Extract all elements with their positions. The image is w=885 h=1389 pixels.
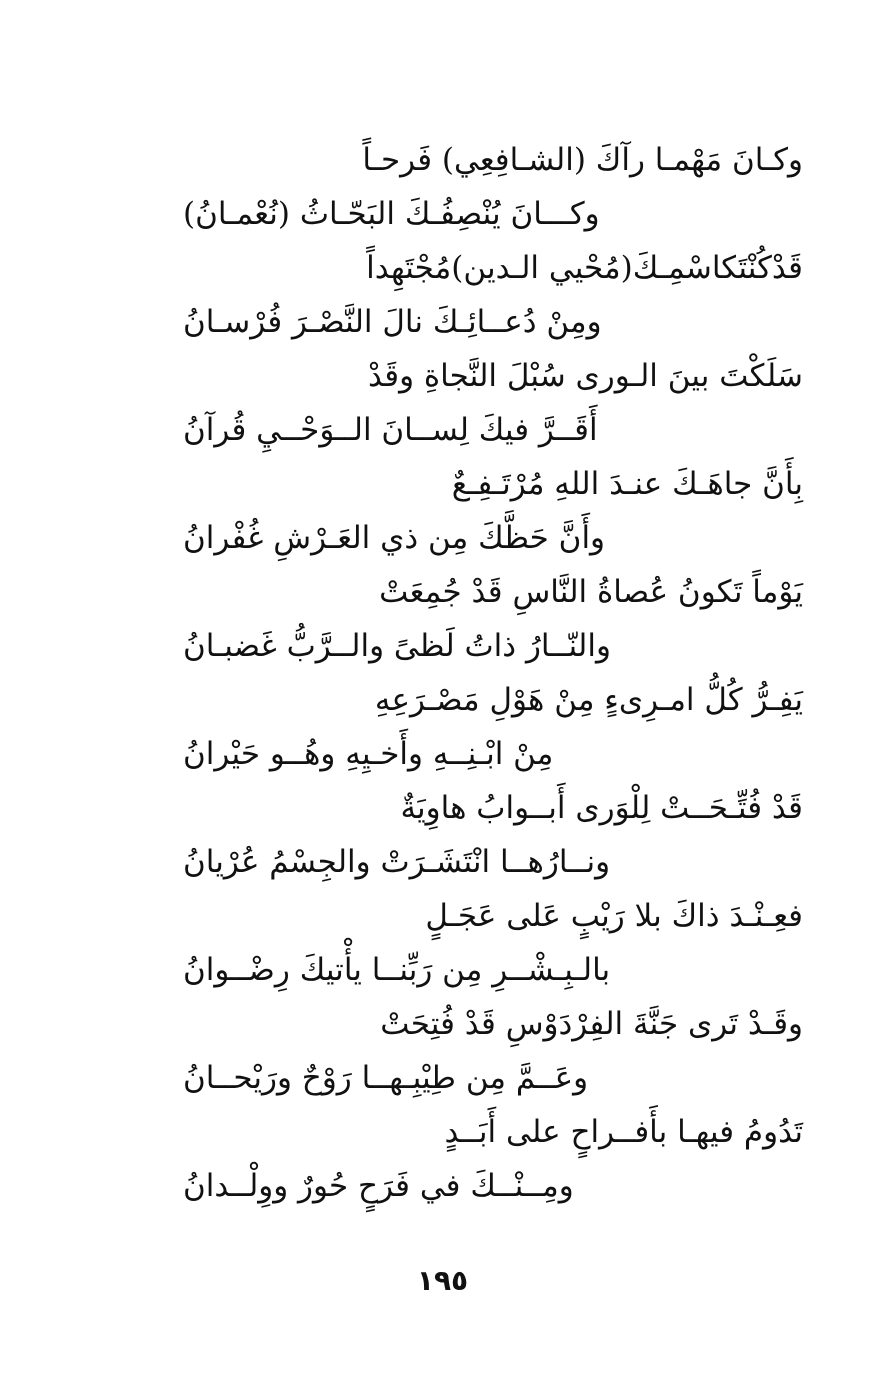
poem-line: ونــارُهــا انْتَشَـرَتْ والجِسْمُ عُرْيانُ (183, 844, 611, 880)
poem-line: يَفِـرُّ كُلُّ امـرِىءٍ مِنْ هَوْلِ مَصْـرَعِهِ (374, 682, 803, 718)
poem-line: أَقَــرَّ فيكَ لِســانَ الــوَحْــيِ قُرآنُ (183, 412, 598, 448)
page-number: ١٩٥ (416, 1264, 469, 1297)
poem-line: بِأَنَّ جاهَـكَ عنـدَ اللهِ مُرْتَـفِـعٌ (451, 466, 803, 502)
poem-line: مِنْ ابْـنِــهِ وأَخـيِهِ وهُــو حَيْرانُ (183, 736, 554, 772)
poem-line: وأَنَّ حَظَّكَ مِن ذي العَـرْشِ غُفْرانُ (183, 520, 606, 556)
poem-line: يَوْماً تَكونُ عُصاةُ النَّاسِ قَدْ جُمِعَتْ (379, 574, 803, 610)
poem-line: سَلَكْتَ بينَ الـورى سُبْلَ النَّجاةِ وقَدْ (367, 358, 803, 394)
poem-line: قَدْ فُتِّـحَــتْ لِلْوَرى أَبــوابُ هاوِيَةٌ (400, 790, 803, 826)
poem-line: تَدُومُ فيهـا بأَفــراحٍ على أَبَــدٍ (444, 1114, 803, 1150)
poem-line: قَدْكُنْتَكاسْمِـكَ(مُحْيي الـدين)مُجْتَهِداً (366, 250, 803, 286)
poem-line: بالـبِـشْــرِ مِن رَبِّنــا يأْتيكَ رِضْــوانُ (183, 952, 611, 988)
poem-line: وكـــانَ يُنْصِفُـكَ البَحّـاثُ (نُعْمـانُ) (183, 196, 600, 232)
poem-line: وعَــمَّ مِن طِيْبِـهــا رَوْحٌ ورَيْحــانُ (183, 1060, 589, 1096)
poem-line: ومِــنْــكَ في فَرَحٍ حُورٌ ووِلْــدانُ (183, 1168, 574, 1204)
poem-line: والنّــارُ ذاتُ لَظىً والــرَّبُّ غَضبـانُ (183, 628, 611, 664)
poem-line: فعِـنْـدَ ذاكَ بلا رَيْبٍ عَلى عَجَـلٍ (425, 898, 803, 934)
poem-line: وكـانَ مَهْمـا رآكَ (الشـافِعِي) فَرحـاً (362, 142, 803, 178)
poem-line: وقَـدْ تَرى جَنَّةَ الفِرْدَوْسِ قَدْ فُتِحَتْ (380, 1006, 803, 1042)
poem-line: ومِنْ دُعــائِـكَ نالَ النَّصْـرَ فُرْسـانُ (183, 304, 602, 340)
